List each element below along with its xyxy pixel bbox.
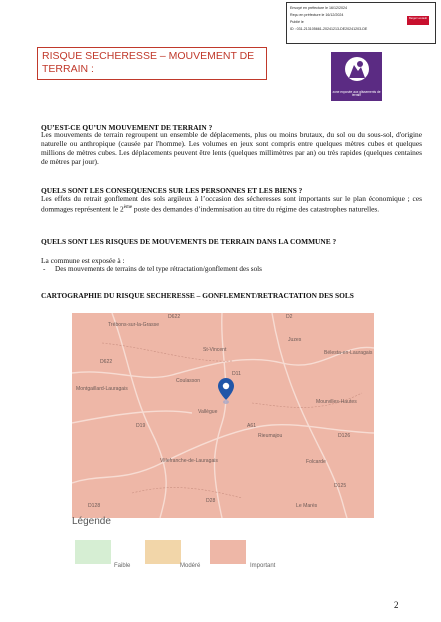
section-heading-map: CARTOGRAPHIE DU RISQUE SECHERESSE – GONFLEMENT/RETRACTATION DES SOLS [41, 291, 354, 300]
map-road-label: D126 [338, 433, 351, 439]
commune-exposure-intro: La commune est exposée à : [41, 256, 125, 265]
section-body-consequences [41, 195, 422, 214]
map-label-villefranche: Villefranche-de-Lauragais [160, 458, 218, 464]
map-label-juzes: Juzes [288, 337, 302, 343]
map-road-label: D622 [168, 314, 181, 320]
landslide-zone-logo [331, 52, 382, 101]
map-road-label: D128 [88, 503, 101, 509]
map-label-trebons: Trébons-sur-la-Grasse [108, 322, 160, 328]
map-label-folcarde: Folcarde [306, 459, 326, 465]
stamp-line-received: Reçu en préfecture le 16/12/2024 [290, 13, 344, 17]
section-heading-what-is: QU’EST-CE QU’UN MOUVEMENT DE TERRAIN ? [41, 123, 213, 132]
page-title: RISQUE SECHERESSE – MOUVEMENT DE TERRAIN : [37, 47, 267, 80]
stamp-line-sent: Envoyé en préfecture le 16/12/2024 [290, 6, 347, 10]
section-heading-commune-risks: QUELS SONT LES RISQUES DE MOUVEMENTS DE TERRAIN DANS LA COMMUNE ? [41, 237, 337, 246]
berger-levrault-badge: Berger Levrault [407, 16, 429, 25]
map-road-label: D11 [232, 371, 241, 377]
map-label-vallegue: Vallègue [198, 409, 218, 415]
logo-caption: zone exposée aux glissements de terrain [332, 89, 381, 98]
map-label-mourvilles: Mourvilles-Hautes [316, 399, 357, 405]
map-road-label: D622 [100, 359, 113, 365]
map-road-label: D2 [286, 314, 293, 320]
map-label-coulasson: Coulasson [176, 378, 201, 384]
legend-swatch-moderate [145, 540, 181, 564]
section-heading-consequences: QUELS SONT LES CONSEQUENCES SUR LES PERSONNES ET LES BIENS ? [41, 186, 303, 195]
stamp-line-published: Publié le [290, 20, 304, 24]
legend-label-low: Faible [114, 563, 131, 569]
map-label-rieumajou: Rieumajou [258, 433, 283, 439]
consequences-text-start: Les effets du retrait gonflement des sols argileux à l’occasion des sécheresses sont importants sur le plan économique ; ces dommages représentent le 2 [41, 194, 422, 214]
legend-swatch-low [75, 540, 111, 564]
location-pin-icon [218, 378, 234, 412]
map-label-le-mares: Le Marès [296, 503, 318, 509]
page-number: 2 [394, 600, 399, 610]
legend-label-moderate: Modéré [180, 563, 201, 569]
map-road-label: A61 [247, 423, 257, 429]
map-road-label: D125 [334, 483, 347, 489]
legend-title: Légende [72, 516, 111, 527]
map-label-st-vincent: St-Vincent [203, 347, 227, 353]
landslide-zone-icon [343, 56, 371, 82]
risk-map [72, 313, 374, 518]
map-label-belesta: Bélesta-en-Lauragais [324, 350, 373, 356]
map-roads [72, 313, 374, 518]
map-road-label: D19 [136, 423, 146, 429]
prefecture-stamp [286, 2, 436, 44]
legend-label-high: Important [250, 563, 276, 569]
map-label-montgaillard: Montgaillard-Lauragais [76, 386, 128, 392]
stamp-line-id: ID : 031-213105661-20241213-DE20241203-DE [290, 27, 368, 31]
bullet-marker: - [43, 265, 46, 273]
legend-swatch-high [210, 540, 246, 564]
consequences-superscript: ème [123, 204, 133, 210]
exposure-list-item-label: Des mouvements de terrains de tel type rétractation/gonflement des sols [55, 265, 262, 273]
map-road-label: D28 [206, 498, 216, 504]
exposure-list-item [43, 265, 262, 274]
consequences-text-end: poste des demandes d’indemnisation au titre du régime des catastrophes naturelles. [132, 204, 380, 214]
section-body-what-is: Les mouvements de terrain regroupent un ensemble de déplacements, plus ou moins brutaux, du sol ou du sous-sol, d'origine naturelle ou anthropique (causée par l'homme). Les volumes en jeux sont compris entre quelques mètres cubes et quelques millions de mètres cubes. Les déplacements peuvent être lents (quelques millimètres par an) ou très rapides (quelques centaines de mètres par jour). [41, 130, 422, 166]
